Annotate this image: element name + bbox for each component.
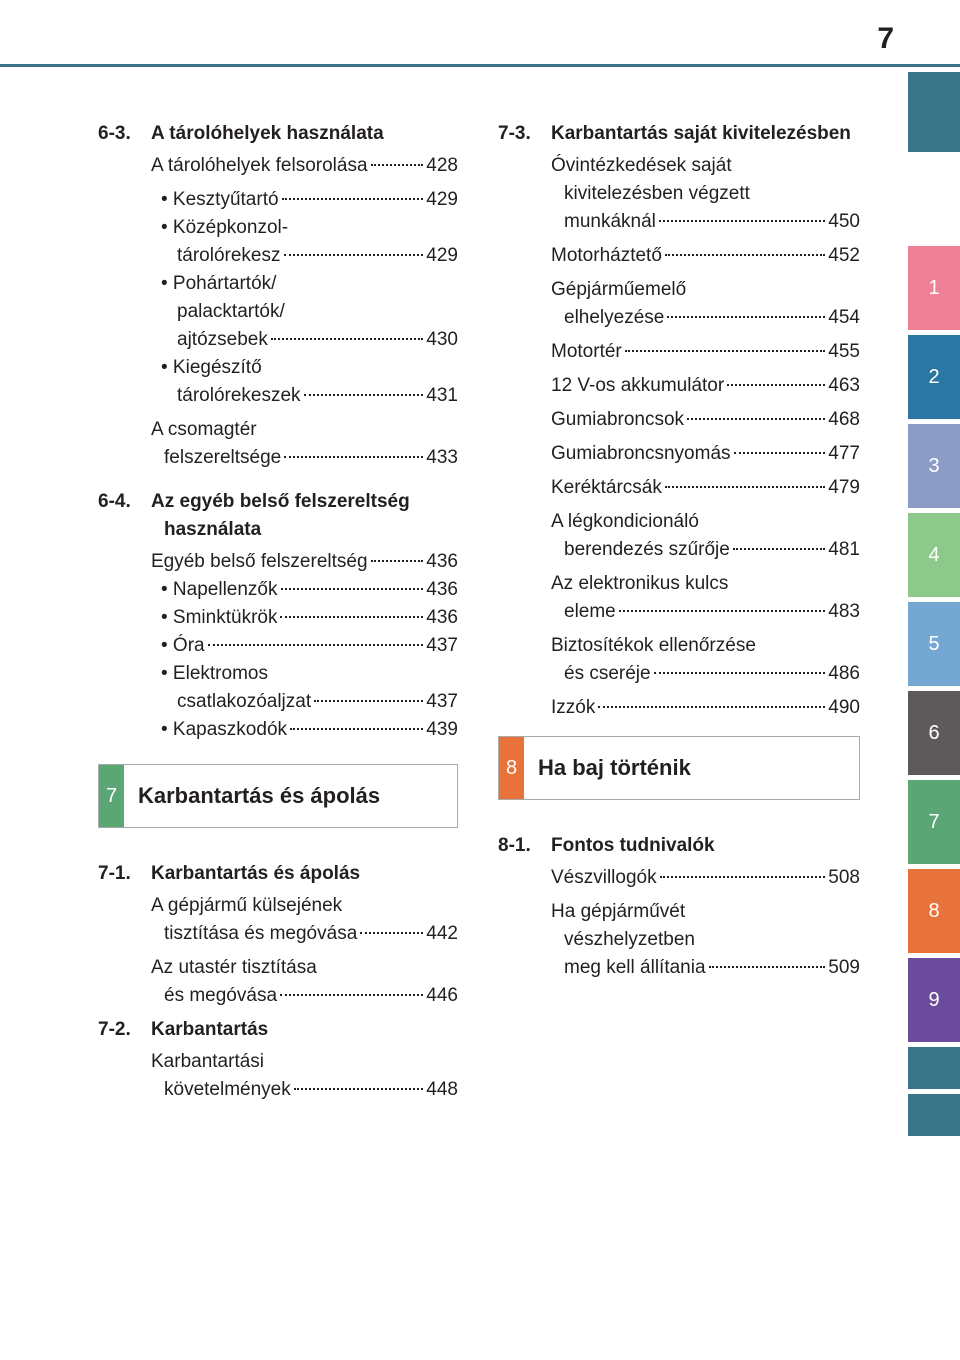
entry-text: felszereltsége	[164, 447, 282, 468]
page-ref: 429	[426, 245, 458, 266]
toc-entry[interactable]	[151, 1048, 458, 1104]
toc-subentry[interactable]	[151, 576, 458, 604]
entry-text: vészhelyzetben	[564, 929, 695, 950]
entry-text: • Kapaszkodók	[161, 719, 288, 740]
leader-dots	[709, 966, 826, 968]
toc-entry[interactable]	[551, 242, 860, 270]
section-heading	[98, 120, 458, 148]
toc-subentry[interactable]	[151, 604, 458, 632]
leader-dots	[314, 700, 423, 702]
toc-entry[interactable]	[151, 152, 458, 180]
toc-entry[interactable]	[551, 474, 860, 502]
leader-dots	[284, 456, 423, 458]
entry-text: Izzók	[551, 697, 596, 718]
page-ref: 509	[828, 957, 860, 978]
entry-text: • Sminktükrök	[161, 607, 278, 628]
leader-dots	[727, 384, 825, 386]
leader-dots	[290, 728, 423, 730]
section-number: 8-1.	[498, 835, 531, 856]
page-ref: 439	[426, 719, 458, 740]
page-ref: 477	[828, 443, 860, 464]
section-title: A tárolóhelyek használata	[151, 123, 384, 144]
entry-text: tárolórekesz	[177, 245, 281, 266]
toc-entry[interactable]	[551, 276, 860, 332]
page-ref: 448	[426, 1079, 458, 1100]
leader-dots	[282, 198, 424, 200]
leader-dots	[619, 610, 826, 612]
leader-dots	[625, 350, 826, 352]
page-ref: 508	[828, 867, 860, 888]
leader-dots	[665, 486, 825, 488]
section-number: 6-4.	[98, 491, 131, 512]
entry-text: berendezés szűrője	[564, 539, 730, 560]
toc-entry[interactable]	[551, 152, 860, 236]
page-ref: 436	[426, 551, 458, 572]
entry-text: • Középkonzol-	[161, 217, 289, 238]
entry-text: Egyéb belső felszereltség	[151, 551, 368, 572]
section-heading	[98, 1016, 458, 1044]
entry-text: Gumiabroncsok	[551, 409, 685, 430]
section-number: 7-1.	[98, 863, 131, 884]
section-title: Karbantartás és ápolás	[151, 863, 361, 884]
chapter-tab-3[interactable]: 3	[908, 424, 960, 508]
toc-entry[interactable]	[551, 372, 860, 400]
chapter-banner-7	[98, 764, 458, 828]
entry-text: Karbantartási	[151, 1051, 265, 1072]
chapter-tab-extra-2[interactable]	[908, 1094, 960, 1136]
page-ref: 486	[828, 663, 860, 684]
page-ref: 481	[828, 539, 860, 560]
page-ref: 483	[828, 601, 860, 622]
page-ref: 430	[426, 329, 458, 350]
chapter-tab-2[interactable]: 2	[908, 335, 960, 419]
page-ref: 463	[828, 375, 860, 396]
section-title	[151, 488, 458, 544]
page-ref: 452	[828, 245, 860, 266]
toc-subentry[interactable]	[151, 716, 458, 744]
entry-text: Óvintézkedések saját	[551, 155, 732, 176]
page-ref: 437	[426, 691, 458, 712]
section-number: 7-3.	[498, 123, 531, 144]
chapter-banner-title: Karbantartás és ápolás	[138, 783, 381, 808]
leader-dots	[667, 316, 825, 318]
leader-dots	[598, 706, 825, 708]
entry-text: • Napellenzők	[161, 579, 278, 600]
toc-subentry[interactable]	[151, 186, 458, 214]
chapter-tab-9[interactable]: 9	[908, 958, 960, 1042]
toc-entry[interactable]	[151, 892, 458, 948]
page-ref: 429	[426, 189, 458, 210]
entry-text: Keréktárcsák	[551, 477, 662, 498]
leader-dots	[654, 672, 826, 674]
leader-dots	[360, 932, 423, 934]
leader-dots	[371, 560, 424, 562]
page-ref: 454	[828, 307, 860, 328]
entry-text: 12 V-os akkumulátor	[551, 375, 725, 396]
entry-text: Ha gépjárművét	[551, 901, 686, 922]
section-title-line: használata	[164, 519, 262, 540]
entry-text: • Óra	[161, 635, 205, 656]
page-ref: 455	[828, 341, 860, 362]
entry-text: A gépjármű külsejének	[151, 895, 343, 916]
entry-text: • Pohártartók/	[161, 273, 277, 294]
entry-text: és cseréje	[564, 663, 651, 684]
chapter-tab-top[interactable]	[908, 72, 960, 152]
section-heading	[498, 832, 860, 860]
leader-dots	[371, 164, 424, 166]
entry-text: palacktartók/	[177, 301, 285, 322]
toc-entry[interactable]	[551, 864, 860, 892]
leader-dots	[280, 616, 423, 618]
chapter-banner-8	[498, 736, 860, 800]
toc-entry[interactable]	[551, 440, 860, 468]
chapter-tab-extra-1[interactable]	[908, 1047, 960, 1089]
entry-text: Motortér	[551, 341, 622, 362]
toc-entry[interactable]	[151, 954, 458, 1010]
entry-text: elhelyezése	[564, 307, 665, 328]
toc-subentry[interactable]	[151, 270, 458, 354]
toc-entry[interactable]	[551, 570, 860, 626]
page-ref: 446	[426, 985, 458, 1006]
chapter-banner-title: Ha baj történik	[538, 755, 691, 780]
leader-dots	[284, 254, 424, 256]
entry-text: A csomagtér	[151, 419, 257, 440]
toc-entry[interactable]	[551, 508, 860, 564]
page-ref: 431	[426, 385, 458, 406]
entry-text: • Elektromos	[161, 663, 268, 684]
chapter-tab-6[interactable]: 6	[908, 691, 960, 775]
toc-subentry[interactable]	[151, 632, 458, 660]
chapter-tab-7[interactable]: 7	[908, 780, 960, 864]
chapter-tab-1[interactable]: 1	[908, 246, 960, 330]
entry-text: Az utastér tisztítása	[151, 957, 317, 978]
toc-entry[interactable]	[551, 898, 860, 982]
entry-text: A légkondicionáló	[551, 511, 699, 532]
entry-text: Vészvillogók	[551, 867, 657, 888]
section-heading	[498, 120, 860, 148]
entry-text: ajtózsebek	[177, 329, 268, 350]
chapter-banner-number: 8	[499, 737, 524, 799]
entry-text: meg kell állítania	[564, 957, 706, 978]
leader-dots	[665, 254, 825, 256]
toc-entry[interactable]	[551, 406, 860, 434]
chapter-banner-number: 7	[99, 765, 124, 827]
page-ref: 428	[426, 155, 458, 176]
entry-text: Gépjárműemelő	[551, 279, 687, 300]
section-heading	[98, 860, 458, 888]
entry-text: • Kiegészítő	[161, 357, 262, 378]
entry-text: Biztosítékok ellenőrzése	[551, 635, 756, 656]
entry-text: eleme	[564, 601, 616, 622]
toc-entry[interactable]	[151, 548, 458, 576]
section-title: Fontos tudnivalók	[551, 835, 715, 856]
page-ref: 490	[828, 697, 860, 718]
leader-dots	[208, 644, 424, 646]
leader-dots	[659, 220, 825, 222]
section-title: Karbantartás saját kivitelezésben	[551, 123, 851, 144]
page-ref: 433	[426, 447, 458, 468]
section-number: 7-2.	[98, 1019, 131, 1040]
toc-entry[interactable]	[551, 338, 860, 366]
toc-subentry[interactable]	[151, 660, 458, 716]
toc-right-column	[498, 120, 860, 988]
leader-dots	[733, 548, 825, 550]
toc-left-column	[98, 120, 458, 1110]
leader-dots	[687, 418, 825, 420]
leader-dots	[281, 588, 424, 590]
entry-text: tisztítása és megóvása	[164, 923, 358, 944]
leader-dots	[734, 452, 826, 454]
toc-entry[interactable]	[551, 694, 860, 722]
entry-text: Motorháztető	[551, 245, 662, 266]
entry-text: A tárolóhelyek felsorolása	[151, 155, 368, 176]
entry-text: Az elektronikus kulcs	[551, 573, 729, 594]
page-ref: 442	[426, 923, 458, 944]
leader-dots	[271, 338, 423, 340]
page-ref: 436	[426, 579, 458, 600]
page-ref: 437	[426, 635, 458, 656]
leader-dots	[660, 876, 826, 878]
page-ref: 468	[828, 409, 860, 430]
chapter-tab-5[interactable]: 5	[908, 602, 960, 686]
chapter-tab-8[interactable]: 8	[908, 869, 960, 953]
page-ref: 450	[828, 211, 860, 232]
entry-text: kivitelezésben végzett	[564, 183, 750, 204]
section-number: 6-3.	[98, 123, 131, 144]
section-heading	[98, 488, 458, 544]
leader-dots	[294, 1088, 424, 1090]
leader-dots	[280, 994, 423, 996]
toc-subentry[interactable]	[151, 214, 458, 270]
toc-entry[interactable]	[551, 632, 860, 688]
entry-text: Gumiabroncsnyomás	[551, 443, 731, 464]
chapter-tab-4[interactable]: 4	[908, 513, 960, 597]
toc-subentry[interactable]	[151, 354, 458, 410]
toc-entry[interactable]	[151, 416, 458, 472]
leader-dots	[304, 394, 424, 396]
entry-text: csatlakozóaljzat	[177, 691, 312, 712]
section-title: Karbantartás	[151, 1019, 269, 1040]
entry-text: követelmények	[164, 1079, 291, 1100]
entry-text: tárolórekeszek	[177, 385, 301, 406]
page-number: 7	[877, 22, 894, 55]
section-title-line: Az egyéb belső felszereltség	[151, 491, 410, 512]
page-ref: 479	[828, 477, 860, 498]
entry-text: • Kesztyűtartó	[161, 189, 279, 210]
entry-text: és megóvása	[164, 985, 278, 1006]
entry-text: munkáknál	[564, 211, 656, 232]
page-ref: 436	[426, 607, 458, 628]
header-rule	[0, 64, 960, 67]
